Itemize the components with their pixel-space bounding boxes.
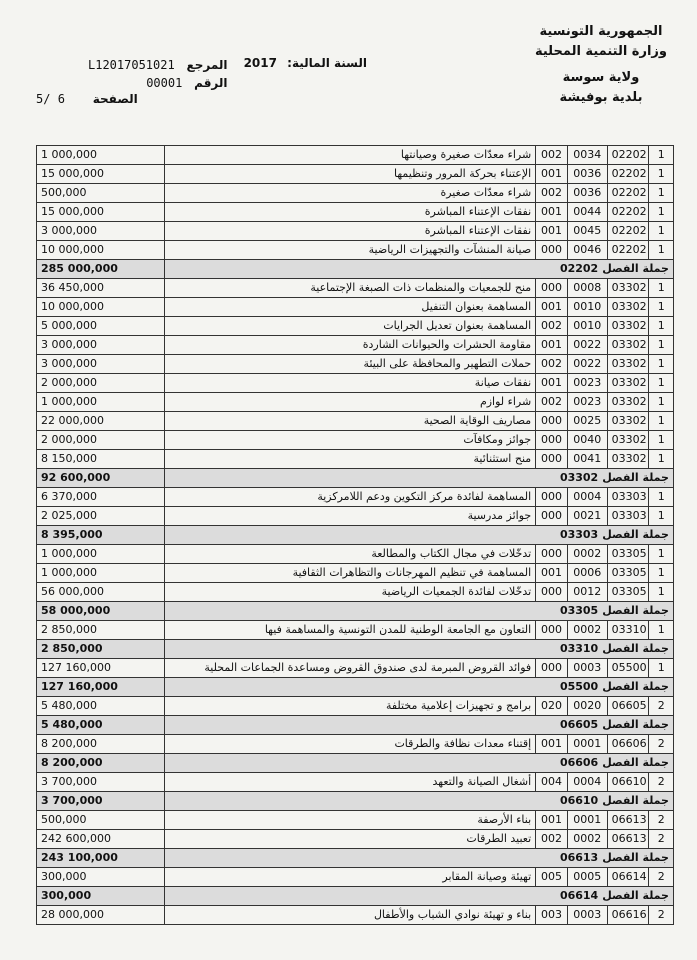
code-cell: 03310 (607, 621, 649, 640)
total-label-cell (164, 678, 673, 697)
paragraph-cell: 000 (536, 659, 568, 678)
sub-cell: 0034 (567, 146, 607, 165)
total-label: جملة الفصل (602, 262, 669, 275)
label-cell: أشغال الصيانة والتعهد (164, 773, 536, 792)
table-row (37, 906, 674, 925)
reference-label: المرجع (186, 58, 228, 72)
code-cell: 03302 (607, 450, 649, 469)
fiscal-year-value: 2017 (243, 56, 277, 70)
sub-cell: 0044 (567, 203, 607, 222)
label-cell: شراء لوازم (164, 393, 536, 412)
chapter-total-row (37, 849, 674, 868)
title-cell: 1 (649, 621, 674, 640)
total-code: 02202 (559, 262, 599, 275)
sub-cell: 0021 (567, 507, 607, 526)
amount-cell: 127 160,000 (37, 659, 165, 678)
ministry-name: وزارة التنمية المحلية (534, 44, 667, 59)
total-code: 03305 (559, 604, 599, 617)
chapter-total-row (37, 526, 674, 545)
title-cell: 1 (649, 431, 674, 450)
total-amount: 8 395,000 (37, 526, 165, 545)
title-cell: 1 (649, 298, 674, 317)
title-cell: 2 (649, 773, 674, 792)
paragraph-cell: 000 (536, 450, 568, 469)
paragraph-cell: 001 (536, 298, 568, 317)
paragraph-cell: 000 (536, 488, 568, 507)
table-row (37, 697, 674, 716)
sub-cell: 0022 (567, 336, 607, 355)
amount-cell: 56 000,000 (37, 583, 165, 602)
code-cell: 06613 (607, 830, 649, 849)
total-code: 03303 (559, 528, 599, 541)
paragraph-cell: 001 (536, 203, 568, 222)
code-cell: 02202 (607, 222, 649, 241)
sub-cell: 0036 (567, 165, 607, 184)
paragraph-cell: 000 (536, 621, 568, 640)
total-label-cell (164, 469, 673, 488)
title-cell: 1 (649, 393, 674, 412)
code-cell: 03303 (607, 507, 649, 526)
paragraph-cell: 002 (536, 317, 568, 336)
label-cell: فوائد القروض المبرمة لدى صندوق القروض ومساعدة الجماعات المحلية (164, 659, 536, 678)
total-amount: 2 850,000 (37, 640, 165, 659)
budget-table (36, 145, 674, 925)
title-cell: 2 (649, 906, 674, 925)
code-cell: 02202 (607, 146, 649, 165)
amount-cell: 2 025,000 (37, 507, 165, 526)
label-cell: المساهمة بعنوان تعديل الجرايات (164, 317, 536, 336)
amount-cell: 500,000 (37, 811, 165, 830)
paragraph-cell: 000 (536, 431, 568, 450)
table-row (37, 431, 674, 450)
sub-cell: 0003 (567, 659, 607, 678)
title-cell: 1 (649, 203, 674, 222)
code-cell: 03302 (607, 412, 649, 431)
title-cell: 1 (649, 545, 674, 564)
amount-cell: 28 000,000 (37, 906, 165, 925)
code-cell: 03302 (607, 336, 649, 355)
sub-cell: 0003 (567, 906, 607, 925)
sub-cell: 0004 (567, 488, 607, 507)
title-cell: 2 (649, 811, 674, 830)
title-cell: 1 (649, 507, 674, 526)
table-row (37, 488, 674, 507)
amount-cell: 3 000,000 (37, 355, 165, 374)
label-cell: إقتناء معدات نظافة والطرقات (164, 735, 536, 754)
code-cell: 06610 (607, 773, 649, 792)
sub-cell: 0002 (567, 545, 607, 564)
title-cell: 1 (649, 583, 674, 602)
total-label-cell (164, 887, 673, 906)
code-cell: 06616 (607, 906, 649, 925)
chapter-total-row (37, 260, 674, 279)
code-cell: 03302 (607, 355, 649, 374)
total-label-cell (164, 260, 673, 279)
title-cell: 1 (649, 564, 674, 583)
chapter-total-row (37, 716, 674, 735)
paragraph-cell: 020 (536, 697, 568, 716)
title-cell: 1 (649, 336, 674, 355)
label-cell: منح استثنائية (164, 450, 536, 469)
total-label-cell (164, 849, 673, 868)
total-amount: 8 200,000 (37, 754, 165, 773)
total-label: جملة الفصل (602, 528, 669, 541)
title-cell: 1 (649, 450, 674, 469)
municipality-name: بلدية بوفيشة (559, 90, 643, 105)
title-cell: 1 (649, 184, 674, 203)
sub-cell: 0041 (567, 450, 607, 469)
sub-cell: 0036 (567, 184, 607, 203)
code-cell: 02202 (607, 241, 649, 260)
table-row (37, 583, 674, 602)
label-cell: بناء و تهيئة نوادي الشباب والأطفال (164, 906, 536, 925)
paragraph-cell: 000 (536, 507, 568, 526)
sub-cell: 0001 (567, 735, 607, 754)
label-cell: برامج و تجهيزات إعلامية مختلفة (164, 697, 536, 716)
sub-cell: 0005 (567, 868, 607, 887)
total-code: 05500 (559, 680, 599, 693)
table-row (37, 393, 674, 412)
reference-value: L12017051021 (88, 58, 175, 72)
total-amount: 3 700,000 (37, 792, 165, 811)
amount-cell: 3 700,000 (37, 773, 165, 792)
paragraph-cell: 000 (536, 241, 568, 260)
sub-cell: 0046 (567, 241, 607, 260)
table-row (37, 241, 674, 260)
sub-cell: 0022 (567, 355, 607, 374)
paragraph-cell: 001 (536, 811, 568, 830)
title-cell: 1 (649, 374, 674, 393)
chapter-total-row (37, 469, 674, 488)
label-cell: نفقات الإعتناء المباشرة (164, 222, 536, 241)
total-label: جملة الفصل (602, 680, 669, 693)
table-row (37, 507, 674, 526)
sub-cell: 0040 (567, 431, 607, 450)
sub-cell: 0025 (567, 412, 607, 431)
total-amount: 58 000,000 (37, 602, 165, 621)
table-row (37, 868, 674, 887)
label-cell: تدخّلات في مجال الكتاب والمطالعة (164, 545, 536, 564)
total-label-cell (164, 754, 673, 773)
total-label-cell (164, 792, 673, 811)
sub-cell: 0010 (567, 298, 607, 317)
amount-cell: 2 000,000 (37, 431, 165, 450)
page-value: 6 /5 (36, 92, 65, 106)
chapter-total-row (37, 754, 674, 773)
title-cell: 1 (649, 279, 674, 298)
code-cell: 02202 (607, 184, 649, 203)
sub-cell: 0023 (567, 393, 607, 412)
title-cell: 2 (649, 697, 674, 716)
paragraph-cell: 001 (536, 222, 568, 241)
paragraph-cell: 001 (536, 564, 568, 583)
total-label: جملة الفصل (602, 604, 669, 617)
paragraph-cell: 000 (536, 583, 568, 602)
label-cell: مصاريف الوقاية الصحية (164, 412, 536, 431)
code-cell: 06614 (607, 868, 649, 887)
label-cell: تدخّلات لفائدة الجمعيات الرياضية (164, 583, 536, 602)
total-label: جملة الفصل (602, 794, 669, 807)
paragraph-cell: 001 (536, 165, 568, 184)
total-code: 06610 (559, 794, 599, 807)
code-cell: 03302 (607, 317, 649, 336)
total-code: 06613 (559, 851, 599, 864)
paragraph-cell: 004 (536, 773, 568, 792)
total-label-cell (164, 602, 673, 621)
page-indicator (36, 92, 138, 106)
fiscal-year-label: السنة المالية: (287, 56, 367, 70)
total-label: جملة الفصل (602, 889, 669, 902)
label-cell: بناء الأرصفة (164, 811, 536, 830)
table-row (37, 773, 674, 792)
amount-cell: 8 200,000 (37, 735, 165, 754)
title-cell: 2 (649, 735, 674, 754)
table-row (37, 184, 674, 203)
paragraph-cell: 001 (536, 336, 568, 355)
table-row (37, 564, 674, 583)
reference-block (88, 56, 228, 92)
total-code: 03302 (559, 471, 599, 484)
paragraph-cell: 003 (536, 906, 568, 925)
code-cell: 02202 (607, 165, 649, 184)
total-amount: 127 160,000 (37, 678, 165, 697)
title-cell: 1 (649, 241, 674, 260)
sub-cell: 0012 (567, 583, 607, 602)
total-label-cell (164, 640, 673, 659)
table-row (37, 317, 674, 336)
total-amount: 300,000 (37, 887, 165, 906)
chapter-total-row (37, 640, 674, 659)
total-label: جملة الفصل (602, 718, 669, 731)
chapter-total-row (37, 602, 674, 621)
total-label: جملة الفصل (602, 471, 669, 484)
code-cell: 03303 (607, 488, 649, 507)
amount-cell: 10 000,000 (37, 298, 165, 317)
amount-cell: 500,000 (37, 184, 165, 203)
label-cell: تهيئة وصيانة المقابر (164, 868, 536, 887)
code-cell: 05500 (607, 659, 649, 678)
amount-cell: 1 000,000 (37, 545, 165, 564)
table-row (37, 811, 674, 830)
label-cell: صيانة المنشآت والتجهيزات الرياضية (164, 241, 536, 260)
label-cell: الإعتناء بحركة المرور وتنظيمها (164, 165, 536, 184)
total-label-cell (164, 716, 673, 735)
label-cell: منح للجمعيات والمنظمات ذات الصبغة الإجتماعية (164, 279, 536, 298)
fiscal-year (244, 54, 367, 72)
paragraph-cell: 005 (536, 868, 568, 887)
table-row (37, 146, 674, 165)
code-cell: 03302 (607, 431, 649, 450)
title-cell: 2 (649, 830, 674, 849)
table-row (37, 450, 674, 469)
table-row (37, 830, 674, 849)
chapter-total-row (37, 792, 674, 811)
number-label: الرقم (194, 76, 228, 90)
table-row (37, 222, 674, 241)
title-cell: 1 (649, 659, 674, 678)
code-cell: 03305 (607, 564, 649, 583)
table-row (37, 374, 674, 393)
title-cell: 1 (649, 317, 674, 336)
total-code: 06606 (559, 756, 599, 769)
agency-header (535, 22, 667, 108)
paragraph-cell: 002 (536, 355, 568, 374)
paragraph-cell: 000 (536, 412, 568, 431)
code-cell: 03305 (607, 583, 649, 602)
amount-cell: 1 000,000 (37, 564, 165, 583)
title-cell: 1 (649, 355, 674, 374)
label-cell: جوائز مدرسية (164, 507, 536, 526)
page-label: الصفحة (92, 92, 138, 106)
sub-cell: 0002 (567, 621, 607, 640)
chapter-total-row (37, 678, 674, 697)
amount-cell: 6 370,000 (37, 488, 165, 507)
amount-cell: 1 000,000 (37, 146, 165, 165)
chapter-total-row (37, 887, 674, 906)
sub-cell: 0008 (567, 279, 607, 298)
table-row (37, 203, 674, 222)
amount-cell: 2 000,000 (37, 374, 165, 393)
paragraph-cell: 000 (536, 279, 568, 298)
sub-cell: 0023 (567, 374, 607, 393)
table-row (37, 659, 674, 678)
table-row (37, 336, 674, 355)
table-row (37, 165, 674, 184)
label-cell: مقاومة الحشرات والحيوانات الشاردة (164, 336, 536, 355)
total-amount: 285 000,000 (37, 260, 165, 279)
table-row (37, 545, 674, 564)
table-row (37, 279, 674, 298)
amount-cell: 1 000,000 (37, 393, 165, 412)
code-cell: 03302 (607, 393, 649, 412)
paragraph-cell: 002 (536, 830, 568, 849)
code-cell: 03302 (607, 374, 649, 393)
code-cell: 06605 (607, 697, 649, 716)
code-cell: 03302 (607, 298, 649, 317)
amount-cell: 5 480,000 (37, 697, 165, 716)
code-cell: 02202 (607, 203, 649, 222)
sub-cell: 0001 (567, 811, 607, 830)
republic-name: الجمهورية التونسية (539, 24, 663, 39)
label-cell: شراء معدّات صغيرة وصيانتها (164, 146, 536, 165)
sub-cell: 0020 (567, 697, 607, 716)
title-cell: 1 (649, 146, 674, 165)
amount-cell: 10 000,000 (37, 241, 165, 260)
title-cell: 1 (649, 222, 674, 241)
paragraph-cell: 002 (536, 146, 568, 165)
label-cell: جوائز ومكافآت (164, 431, 536, 450)
amount-cell: 242 600,000 (37, 830, 165, 849)
label-cell: حملات التطهير والمحافظة على البيئة (164, 355, 536, 374)
amount-cell: 15 000,000 (37, 165, 165, 184)
paragraph-cell: 002 (536, 393, 568, 412)
table-row (37, 621, 674, 640)
total-label: جملة الفصل (602, 642, 669, 655)
total-code: 06614 (559, 889, 599, 902)
amount-cell: 2 850,000 (37, 621, 165, 640)
title-cell: 1 (649, 165, 674, 184)
paragraph-cell: 001 (536, 735, 568, 754)
amount-cell: 3 000,000 (37, 336, 165, 355)
label-cell: تعبيد الطرقات (164, 830, 536, 849)
title-cell: 1 (649, 488, 674, 507)
amount-cell: 8 150,000 (37, 450, 165, 469)
label-cell: شراء معدّات صغيرة (164, 184, 536, 203)
total-label-cell (164, 526, 673, 545)
amount-cell: 22 000,000 (37, 412, 165, 431)
amount-cell: 15 000,000 (37, 203, 165, 222)
sub-cell: 0006 (567, 564, 607, 583)
label-cell: نفقات الإعتناء المباشرة (164, 203, 536, 222)
amount-cell: 5 000,000 (37, 317, 165, 336)
label-cell: التعاون مع الجامعة الوطنية للمدن التونسية والمساهمة فيها (164, 621, 536, 640)
amount-cell: 36 450,000 (37, 279, 165, 298)
label-cell: المساهمة في تنظيم المهرجانات والتظاهرات الثقافية (164, 564, 536, 583)
table-row (37, 735, 674, 754)
sub-cell: 0045 (567, 222, 607, 241)
amount-cell: 300,000 (37, 868, 165, 887)
label-cell: المساهمة بعنوان التنفيل (164, 298, 536, 317)
total-code: 03310 (559, 642, 599, 655)
number-value: 00001 (146, 76, 183, 90)
sub-cell: 0010 (567, 317, 607, 336)
total-code: 06605 (559, 718, 599, 731)
total-label: جملة الفصل (602, 851, 669, 864)
title-cell: 1 (649, 412, 674, 431)
paragraph-cell: 002 (536, 184, 568, 203)
title-cell: 2 (649, 868, 674, 887)
code-cell: 06606 (607, 735, 649, 754)
total-amount: 243 100,000 (37, 849, 165, 868)
total-label: جملة الفصل (602, 756, 669, 769)
code-cell: 06613 (607, 811, 649, 830)
table-row (37, 355, 674, 374)
label-cell: المساهمة لفائدة مركز التكوين ودعم اللامركزية (164, 488, 536, 507)
sub-cell: 0004 (567, 773, 607, 792)
amount-cell: 3 000,000 (37, 222, 165, 241)
table-row (37, 412, 674, 431)
table-row (37, 298, 674, 317)
code-cell: 03302 (607, 279, 649, 298)
paragraph-cell: 000 (536, 545, 568, 564)
label-cell: نفقات صيانة (164, 374, 536, 393)
total-amount: 5 480,000 (37, 716, 165, 735)
paragraph-cell: 001 (536, 374, 568, 393)
sub-cell: 0002 (567, 830, 607, 849)
code-cell: 03305 (607, 545, 649, 564)
total-amount: 92 600,000 (37, 469, 165, 488)
governorate-name: ولاية سوسة (562, 70, 640, 85)
